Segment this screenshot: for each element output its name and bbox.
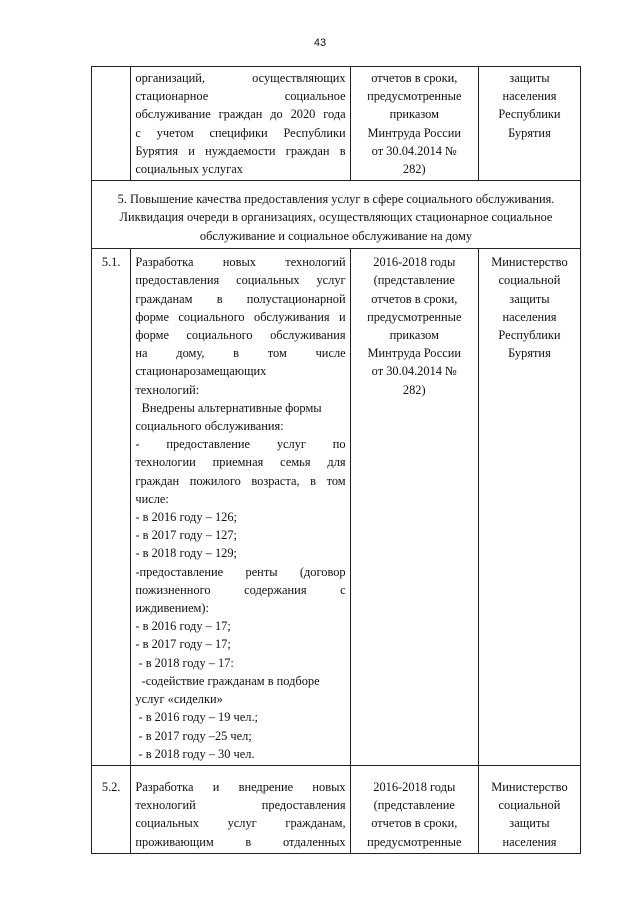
text-line: социальных услугах xyxy=(135,162,243,177)
text-line: социальной xyxy=(498,798,561,813)
executor-cell xyxy=(478,67,580,181)
text-line: Разработка новых технологий xyxy=(135,255,346,270)
text-line: гражданам в полустационарной xyxy=(135,291,346,306)
text-line: граждан пожилого возраста, в том xyxy=(135,473,346,488)
text-line: Бурятия xyxy=(508,125,551,140)
executor-cell xyxy=(478,249,580,766)
deadline-cell xyxy=(350,765,478,853)
text-line: - в 2018 году – 30 чел. xyxy=(135,746,255,761)
table-row-5-1 xyxy=(92,249,581,766)
page-number: 43 xyxy=(313,37,327,49)
text-line: Бурятия и нуждаемости граждан в xyxy=(135,143,346,158)
text-line: - в 2016 году – 17; xyxy=(135,619,231,634)
row-number-cell: 5.1. xyxy=(92,249,131,766)
text-line: 2016-2018 годы xyxy=(373,779,456,794)
text-line: стационарозамещающих xyxy=(135,364,267,379)
text-line: (представление xyxy=(373,798,455,813)
text-line: организаций, осуществляющих xyxy=(135,71,346,85)
section-heading-row xyxy=(92,181,581,249)
text-line: защиты xyxy=(509,816,550,831)
text-line: приказом xyxy=(389,107,439,122)
executor-cell xyxy=(478,765,580,853)
row-number-cell: 5.2. xyxy=(92,765,131,853)
text-line: - в 2017 году – 17; xyxy=(135,637,231,652)
text-line: - в 2018 году – 129; xyxy=(135,546,237,561)
text-line: Бурятия xyxy=(508,346,551,361)
text-line: проживающим в отдаленных xyxy=(135,834,346,849)
text-line: предусмотренные xyxy=(367,834,462,849)
text-line: Минтруда России xyxy=(367,125,462,140)
text-line: 282) xyxy=(402,162,426,177)
text-line: населения xyxy=(502,834,557,849)
text-line: форме социального обслуживания и xyxy=(135,309,346,324)
text-line: отчетов в сроки, xyxy=(371,291,458,306)
text-line: - в 2017 году –25 чел; xyxy=(135,728,252,743)
text-line: приказом xyxy=(389,328,439,343)
text-line: защиты xyxy=(509,291,550,306)
text-line: социальной xyxy=(498,273,561,288)
text-line: 5. Повышение качества предоставления услуг в сфере социального обслуживания. xyxy=(117,192,555,207)
text-line: Министерство xyxy=(491,779,568,794)
text-line: услуг «сиделки» xyxy=(135,692,223,707)
text-line: Разработка и внедрение новых xyxy=(135,779,346,794)
row-number-cell xyxy=(92,67,131,181)
text-line: социального обслуживания: xyxy=(135,419,284,434)
text-line: защиты xyxy=(509,71,550,85)
text-line: Внедрены альтернативные формы xyxy=(135,400,322,415)
text-line: на дому, в том числе xyxy=(135,346,346,361)
text-line: - в 2018 году – 17: xyxy=(135,655,234,670)
text-line: предусмотренные xyxy=(367,309,462,324)
text-line: предоставления социальных услуг xyxy=(135,273,346,288)
text-line: иждивением): xyxy=(135,601,209,616)
text-line: Ликвидация очереди в организациях, осуществляющих стационарное социальное xyxy=(119,210,553,225)
table-row-continued xyxy=(92,67,581,181)
text-line: Республики xyxy=(498,107,561,122)
text-line: технологий: xyxy=(135,382,200,397)
plan-table xyxy=(91,66,581,854)
activity-cell xyxy=(131,67,350,181)
text-line: от 30.04.2014 № xyxy=(371,143,457,158)
activity-cell xyxy=(131,249,350,766)
text-line: обслуживание и социальное обслуживание на дому xyxy=(199,228,473,243)
deadline-cell xyxy=(350,67,478,181)
text-line: стационарное социальное xyxy=(135,89,346,104)
text-line: отчетов в сроки, xyxy=(371,71,458,85)
text-line: технологий предоставления xyxy=(135,798,346,813)
text-line: - в 2016 году – 126; xyxy=(135,510,237,525)
text-line: 282) xyxy=(402,382,426,397)
section-heading xyxy=(92,181,581,249)
text-line: Министерство xyxy=(491,255,568,270)
text-line: - в 2017 году – 127; xyxy=(135,528,237,543)
text-line: социальных услуг гражданам, xyxy=(135,816,346,831)
text-line: отчетов в сроки, xyxy=(371,816,458,831)
text-line: -содействие гражданам в подборе xyxy=(135,673,320,688)
text-line: Минтруда России xyxy=(367,346,462,361)
text-line: - предоставление услуг по xyxy=(135,437,346,452)
text-line: с учетом специфики Республики xyxy=(135,125,346,140)
activity-cell xyxy=(131,765,350,853)
text-line: предусмотренные xyxy=(367,89,462,104)
deadline-cell xyxy=(350,249,478,766)
text-line: числе: xyxy=(135,491,169,506)
text-line: от 30.04.2014 № xyxy=(371,364,457,379)
text-line: обслуживание граждан до 2020 года xyxy=(135,107,346,122)
table-row-5-2 xyxy=(92,765,581,853)
text-line: - в 2016 году – 19 чел.; xyxy=(135,710,258,725)
text-line: (представление xyxy=(373,273,455,288)
text-line: 2016-2018 годы xyxy=(373,255,456,270)
text-line: Республики xyxy=(498,328,561,343)
text-line: технологии приемная семья для xyxy=(135,455,346,470)
text-line: населения xyxy=(502,309,557,324)
text-line: -предоставление ренты (договор xyxy=(135,564,346,579)
text-line: форме социального обслуживания xyxy=(135,328,346,343)
text-line: пожизненного содержания с xyxy=(135,582,346,597)
text-line: населения xyxy=(502,89,557,104)
